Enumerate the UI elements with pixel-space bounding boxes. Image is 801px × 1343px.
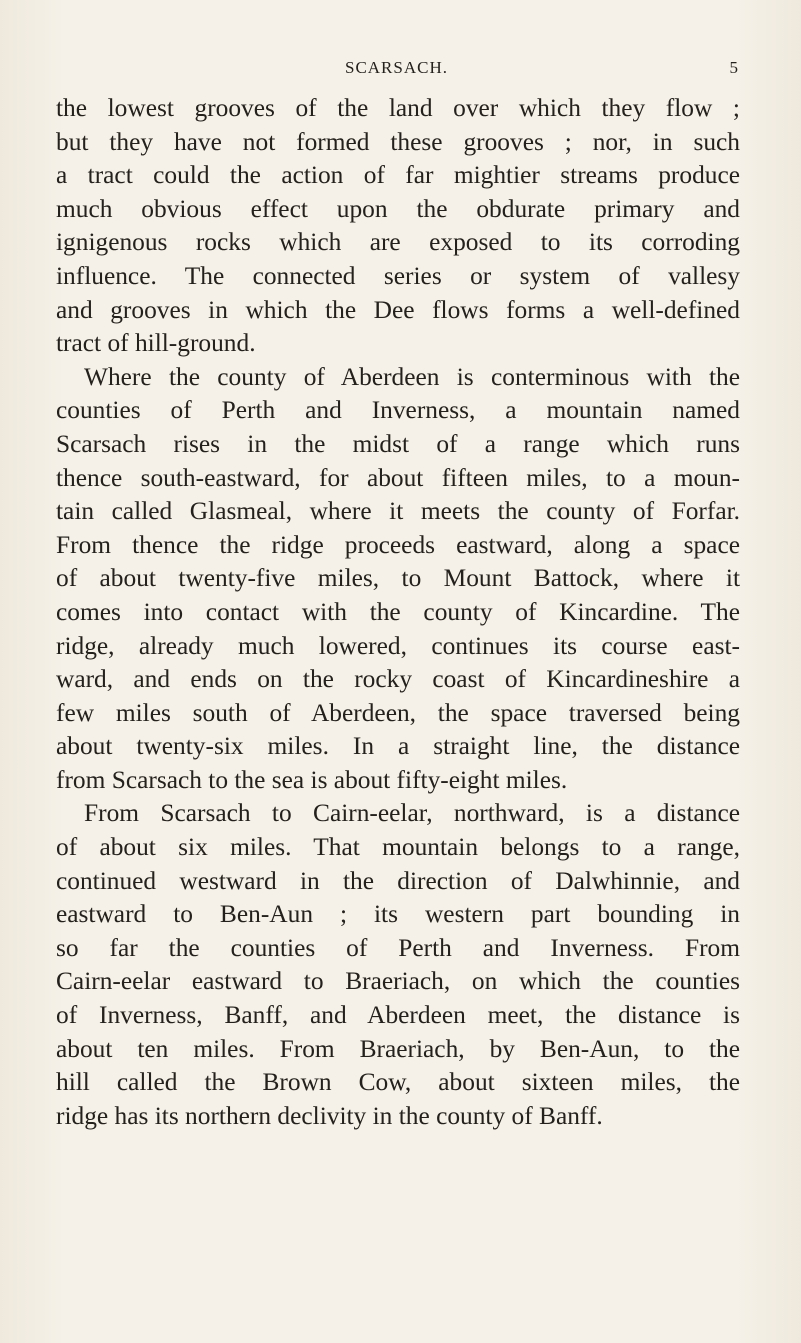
text-line: thence south-eastward, for about fifteen miles, to a moun- (56, 463, 740, 492)
text-line: tain called Glasmeal, where it meets the county of Forfar. (56, 497, 740, 526)
text-line: about ten miles. From Braeriach, by Ben-Aun, to the (56, 1034, 740, 1063)
running-title: SCARSACH. (344, 58, 448, 77)
text-line: comes into contact with the county of Kincardine. The (56, 597, 740, 626)
text-line: From thence the ridge proceeds eastward, along a space (56, 530, 740, 559)
text-line: and grooves in which the Dee flows forms a well-defined (56, 295, 740, 324)
paragraph (56, 92, 740, 361)
text-line: few miles south of Aberdeen, the space traversed being (56, 698, 740, 727)
text-line: about twenty-six miles. In a straight line, the distance (56, 732, 740, 761)
text-line: ridge has its northern declivity in the county of Banff. (56, 1101, 603, 1130)
text-line: ward, and ends on the rocky coast of Kincardineshire a (56, 665, 740, 694)
text-line: From Scarsach to Cairn-eelar, northward, is a distance (84, 799, 740, 828)
running-head (54, 58, 739, 82)
text-line: Cairn-eelar eastward to Braeriach, on which the counties (56, 967, 740, 996)
text-line: ridge, already much lowered, continues its course east- (56, 631, 740, 660)
text-line: Where the county of Aberdeen is conterminous with the (84, 362, 740, 391)
text-line: ignigenous rocks which are exposed to its corroding (56, 228, 740, 257)
text-line: of about twenty-five miles, to Mount Battock, where it (56, 564, 740, 593)
text-line: but they have not formed these grooves ; nor, in such (56, 127, 740, 156)
page-number: 5 (729, 58, 739, 77)
text-line: much obvious effect upon the obdurate primary and (56, 194, 740, 223)
text-line: eastward to Ben-Aun ; its western part bounding in (56, 900, 740, 929)
text-line: a tract could the action of far mightier streams produce (56, 161, 740, 190)
text-line: counties of Perth and Inverness, a mountain named (56, 396, 740, 425)
text-line: influence. The connected series or system of vallesy (56, 261, 740, 290)
text-line: so far the counties of Perth and Inverness. From (56, 933, 740, 962)
paragraph (56, 361, 740, 798)
text-line: of Inverness, Banff, and Aberdeen meet, the distance is (56, 1001, 740, 1030)
text-line: hill called the Brown Cow, about sixteen miles, the (56, 1068, 740, 1097)
text-line: Scarsach rises in the midst of a range which runs (56, 429, 740, 458)
text-line: the lowest grooves of the land over which they flow ; (56, 94, 740, 122)
text-line: from Scarsach to the sea is about fifty-eight miles. (56, 765, 568, 794)
text-line: of about six miles. That mountain belongs to a range, (56, 833, 740, 862)
text-line: tract of hill-ground. (56, 329, 256, 358)
paragraph (56, 797, 740, 1133)
text-line: continued westward in the direction of Dalwhinnie, and (56, 866, 740, 895)
body-text (56, 92, 740, 1133)
